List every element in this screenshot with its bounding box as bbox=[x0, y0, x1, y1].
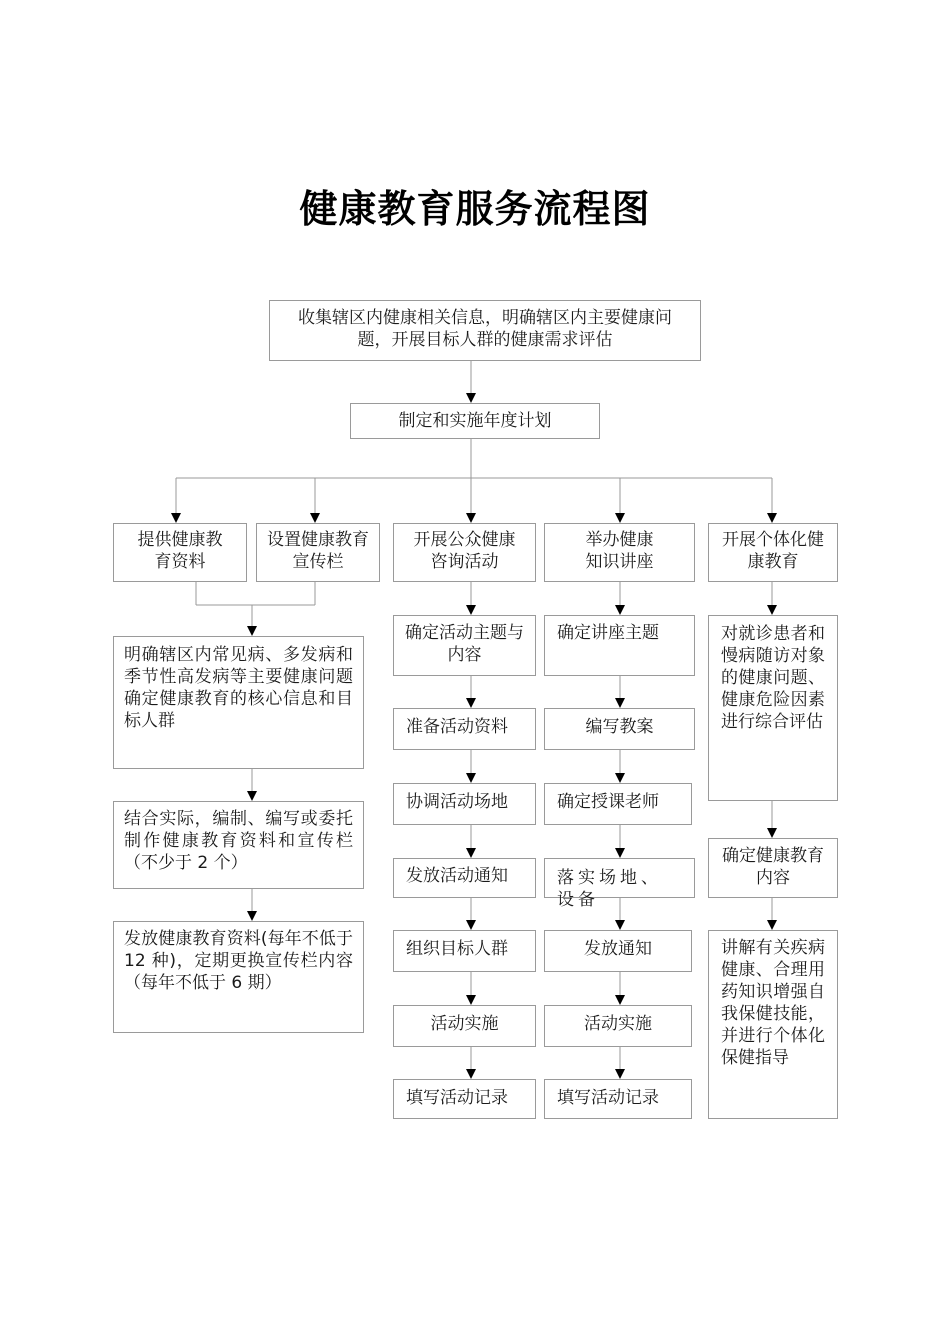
consult-step-6: 活动实施 bbox=[393, 1005, 536, 1047]
compile-materials-box: 结合实际，编制、编写或委托制作健康教育资料和宣传栏（不少于 2 个） bbox=[113, 801, 364, 889]
health-lecture-box: 举办健康知识讲座 bbox=[544, 523, 695, 582]
individual-guidance-box: 讲解有关疾病健康、合理用药知识增强自我保健技能，并进行个体化保健指导 bbox=[708, 930, 838, 1119]
collect-info-box: 收集辖区内健康相关信息，明确辖区内主要健康问题，开展目标人群的健康需求评估 bbox=[269, 300, 701, 361]
individual-education-box: 开展个体化健康教育 bbox=[708, 523, 838, 582]
annual-plan-box: 制定和实施年度计划 bbox=[350, 403, 600, 439]
public-consult-box: 开展公众健康咨询活动 bbox=[393, 523, 536, 582]
consult-step-5: 组织目标人群 bbox=[393, 930, 536, 972]
lecture-step-1: 确定讲座主题 bbox=[544, 615, 695, 676]
lecture-step-2: 编写教案 bbox=[544, 708, 695, 750]
core-info-box: 明确辖区内常见病、多发病和季节性高发病等主要健康问题确定健康教育的核心信息和目标人群 bbox=[113, 636, 364, 769]
consult-step-4: 发放活动通知 bbox=[393, 858, 536, 898]
individual-assess-box: 对就诊患者和慢病随访对象的健康问题、健康危险因素进行综合评估 bbox=[708, 615, 838, 801]
lecture-step-7: 填写活动记录 bbox=[544, 1079, 692, 1119]
consult-step-7: 填写活动记录 bbox=[393, 1079, 536, 1119]
consult-step-1: 确定活动主题与内容 bbox=[393, 615, 536, 676]
consult-step-3: 协调活动场地 bbox=[393, 783, 536, 825]
lecture-step-6: 活动实施 bbox=[544, 1005, 692, 1047]
individual-content-box: 确定健康教育内容 bbox=[708, 838, 838, 898]
provide-materials-box: 提供健康教育资料 bbox=[113, 523, 247, 582]
lecture-step-3: 确定授课老师 bbox=[544, 783, 692, 825]
consult-step-2: 准备活动资料 bbox=[393, 708, 536, 750]
lecture-step-5: 发放通知 bbox=[544, 930, 692, 972]
lecture-step-4: 落实场地、设备 bbox=[544, 858, 695, 898]
distribute-materials-box: 发放健康教育资料(每年不低于 12 种)，定期更换宣传栏内容（每年不低于 6 期） bbox=[113, 921, 364, 1033]
bulletin-board-box: 设置健康教育宣传栏 bbox=[256, 523, 380, 582]
page-title: 健康教育服务流程图 bbox=[299, 187, 651, 231]
